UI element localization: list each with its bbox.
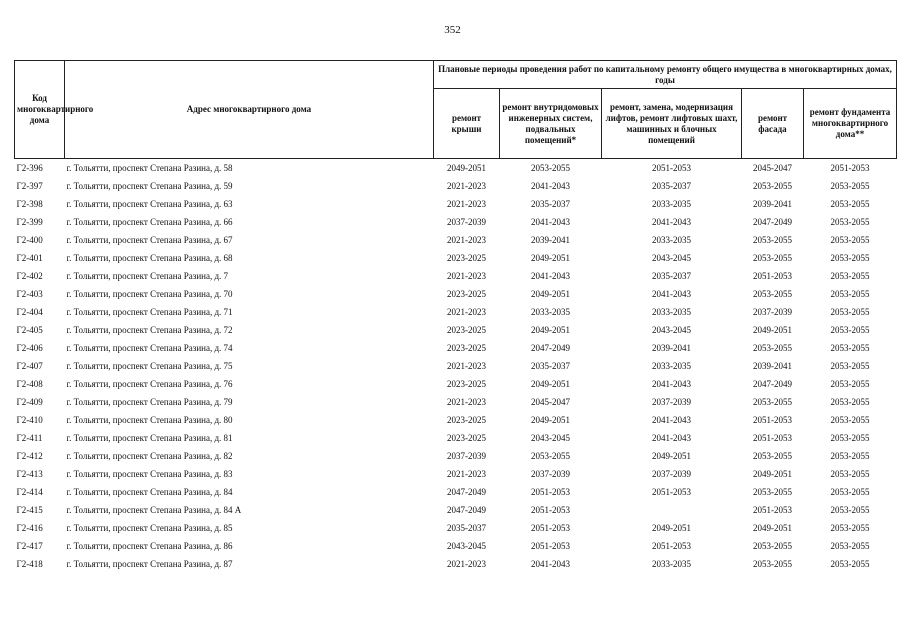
row-facade-period: 2053-2055: [753, 397, 792, 407]
row-lifts-period: 2033-2035: [652, 361, 691, 371]
row-facade-period: 2051-2053: [753, 271, 792, 281]
row-address: г. Тольятти, проспект Степана Разина, д. 70: [66, 289, 233, 299]
row-systems-period: 2041-2043: [531, 271, 570, 281]
row-address: г. Тольятти, проспект Степана Разина, д. 75: [66, 361, 233, 371]
row-code: Г2-412: [16, 451, 43, 461]
row-facade-period: 2053-2055: [753, 181, 792, 191]
row-lifts-period: 2051-2053: [652, 541, 691, 551]
row-systems-period: 2049-2051: [531, 379, 570, 389]
row-systems-period: 2049-2051: [531, 253, 570, 263]
row-lifts-period: 2051-2053: [602, 159, 742, 178]
row-address: г. Тольятти, проспект Степана Разина, д. 74: [66, 343, 233, 353]
table-row: [15, 357, 897, 375]
row-systems-period: 2051-2053: [531, 541, 570, 551]
row-code: Г2-411: [16, 433, 43, 443]
header-periods-group: Плановые периоды проведения работ по капитальному ремонту общего имущества в многоквартирных домах, годы: [434, 61, 897, 89]
row-lifts-period: 2037-2039: [652, 397, 691, 407]
row-code: Г2-416: [16, 523, 43, 533]
row-lifts-period: 2049-2051: [652, 523, 691, 533]
header-roof: ремонт крыши: [434, 89, 500, 159]
table-row: [15, 519, 897, 537]
row-lifts-period: 2041-2043: [652, 379, 691, 389]
row-foundation-period: 2053-2055: [830, 217, 870, 227]
row-roof-period: 2021-2023: [447, 271, 486, 281]
row-code: Г2-397: [16, 181, 43, 191]
row-foundation-period: 2053-2055: [830, 397, 870, 407]
row-systems-period: 2051-2053: [531, 523, 570, 533]
row-facade-period: 2053-2055: [753, 541, 792, 551]
row-systems-period: 2041-2043: [531, 217, 570, 227]
row-code: Г2-410: [16, 415, 43, 425]
row-facade-period: 2047-2049: [753, 379, 792, 389]
row-foundation-period: 2053-2055: [830, 541, 870, 551]
row-code: Г2-403: [16, 289, 43, 299]
row-foundation-period: 2053-2055: [830, 433, 870, 443]
table-row: [15, 249, 897, 267]
row-code: Г2-400: [16, 235, 43, 245]
row-address: г. Тольятти, проспект Степана Разина, д. 7: [66, 271, 229, 281]
row-facade-period: 2047-2049: [753, 217, 792, 227]
row-foundation-period: 2053-2055: [830, 559, 870, 569]
table-body: [15, 159, 897, 574]
table-row: [15, 537, 897, 555]
header-lifts: ремонт, замена, модернизация лифтов, ремонт лифтовых шахт, машинных и блочных помещений: [602, 89, 742, 159]
row-lifts-period: 2035-2037: [652, 181, 691, 191]
row-address: г. Тольятти, проспект Степана Разина, д. 68: [66, 253, 233, 263]
row-facade-period: 2051-2053: [753, 505, 792, 515]
row-systems-period: 2033-2035: [531, 307, 570, 317]
row-systems-period: 2051-2053: [531, 487, 570, 497]
row-address: г. Тольятти, проспект Степана Разина, д. 84: [66, 487, 233, 497]
header-systems: ремонт внутридомовых инженерных систем, подвальных помещений*: [500, 89, 602, 159]
row-systems-period: 2035-2037: [531, 361, 570, 371]
header-address: Адрес многоквартирного дома: [65, 61, 434, 159]
row-address: г. Тольятти, проспект Степана Разина, д. 63: [66, 199, 233, 209]
row-address: г. Тольятти, проспект Степана Разина, д. 83: [66, 469, 233, 479]
row-roof-period: 2047-2049: [447, 505, 486, 515]
row-address: г. Тольятти, проспект Степана Разина, д. 71: [66, 307, 233, 317]
row-lifts-period: 2041-2043: [652, 433, 691, 443]
table-row: [15, 465, 897, 483]
row-foundation-period: 2053-2055: [830, 469, 870, 479]
row-roof-period: 2021-2023: [447, 397, 486, 407]
table-row: [15, 177, 897, 195]
row-facade-period: 2049-2051: [753, 469, 792, 479]
row-foundation-period: 2053-2055: [830, 379, 870, 389]
header-code: Код многоквартирного дома: [15, 61, 65, 159]
row-facade-period: 2049-2051: [753, 523, 792, 533]
row-lifts-period: 2037-2039: [652, 469, 691, 479]
row-code: Г2-402: [16, 271, 43, 281]
row-foundation-period: 2053-2055: [830, 271, 870, 281]
row-roof-period: 2021-2023: [447, 469, 486, 479]
row-systems-period: 2037-2039: [531, 469, 570, 479]
row-address: г. Тольятти, проспект Степана Разина, д. 59: [66, 181, 233, 191]
row-facade-period: 2039-2041: [753, 199, 792, 209]
row-foundation-period: 2053-2055: [830, 307, 870, 317]
row-systems-period: 2041-2043: [531, 559, 570, 569]
row-roof-period: 2021-2023: [447, 181, 486, 191]
row-lifts-period: 2033-2035: [652, 307, 691, 317]
row-code: Г2-417: [16, 541, 43, 551]
table-row: [15, 285, 897, 303]
row-facade-period: 2049-2051: [753, 325, 792, 335]
row-facade-period: 2053-2055: [753, 343, 792, 353]
row-roof-period: 2037-2039: [447, 217, 486, 227]
row-lifts-period: 2051-2053: [652, 487, 691, 497]
row-address: г. Тольятти, проспект Степана Разина, д. 72: [66, 325, 233, 335]
row-code: Г2-409: [16, 397, 43, 407]
row-facade-period: 2039-2041: [753, 361, 792, 371]
row-address: г. Тольятти, проспект Степана Разина, д. 58: [65, 159, 434, 178]
row-lifts-period: 2041-2043: [652, 217, 691, 227]
row-code: Г2-404: [16, 307, 43, 317]
row-roof-period: 2021-2023: [447, 559, 486, 569]
table-row: [15, 231, 897, 249]
row-facade-period: 2053-2055: [753, 559, 792, 569]
row-lifts-period: 2033-2035: [652, 559, 691, 569]
row-systems-period: 2049-2051: [531, 325, 570, 335]
row-foundation-period: 2053-2055: [830, 505, 870, 515]
table-row: [15, 267, 897, 285]
row-systems-period: 2053-2055: [500, 159, 602, 178]
row-roof-period: 2043-2045: [447, 541, 486, 551]
row-facade-period: 2053-2055: [753, 451, 792, 461]
row-code: Г2-406: [16, 343, 43, 353]
row-systems-period: 2047-2049: [531, 343, 570, 353]
row-foundation-period: 2053-2055: [830, 181, 870, 191]
row-roof-period: 2049-2051: [434, 159, 500, 178]
table-row: [15, 501, 897, 519]
row-code: Г2-415: [16, 505, 43, 515]
row-roof-period: 2047-2049: [447, 487, 486, 497]
row-roof-period: 2037-2039: [447, 451, 486, 461]
header-foundation: ремонт фундамента многоквартирного дома**: [804, 89, 897, 159]
row-lifts-period: 2033-2035: [652, 199, 691, 209]
row-code: Г2-408: [16, 379, 43, 389]
row-address: г. Тольятти, проспект Степана Разина, д. 82: [66, 451, 233, 461]
table-row: [15, 375, 897, 393]
row-foundation-period: 2053-2055: [830, 325, 870, 335]
row-address: г. Тольятти, проспект Степана Разина, д. 67: [66, 235, 233, 245]
row-foundation-period: 2051-2053: [804, 159, 897, 178]
row-systems-period: 2039-2041: [531, 235, 570, 245]
row-code: Г2-413: [16, 469, 43, 479]
row-roof-period: 2023-2025: [447, 433, 486, 443]
row-facade-period: 2051-2053: [753, 433, 792, 443]
row-roof-period: 2021-2023: [447, 199, 486, 209]
table-row: [15, 195, 897, 213]
row-code: Г2-407: [16, 361, 43, 371]
row-lifts-period: 2041-2043: [652, 289, 691, 299]
row-lifts-period: 2049-2051: [652, 451, 691, 461]
table-row: [15, 447, 897, 465]
row-address: г. Тольятти, проспект Степана Разина, д. 84 А: [66, 505, 242, 515]
row-roof-period: 2023-2025: [447, 253, 486, 263]
table-row: [15, 483, 897, 501]
row-systems-period: 2035-2037: [531, 199, 570, 209]
table-row: [15, 159, 897, 178]
row-foundation-period: 2053-2055: [830, 415, 870, 425]
row-code: Г2-398: [16, 199, 43, 209]
row-code: Г2-399: [16, 217, 43, 227]
row-systems-period: 2043-2045: [531, 433, 570, 443]
row-address: г. Тольятти, проспект Степана Разина, д. 86: [66, 541, 233, 551]
row-address: г. Тольятти, проспект Степана Разина, д. 87: [66, 559, 233, 569]
row-code: Г2-418: [16, 559, 43, 569]
row-foundation-period: 2053-2055: [830, 343, 870, 353]
row-foundation-period: 2053-2055: [830, 361, 870, 371]
row-roof-period: 2023-2025: [447, 379, 486, 389]
row-roof-period: 2035-2037: [447, 523, 486, 533]
row-facade-period: 2053-2055: [753, 253, 792, 263]
row-lifts-period: 2043-2045: [652, 325, 691, 335]
row-code: Г2-405: [16, 325, 43, 335]
row-foundation-period: 2053-2055: [830, 487, 870, 497]
row-foundation-period: 2053-2055: [830, 451, 870, 461]
repair-schedule-table: [14, 60, 897, 573]
row-roof-period: 2023-2025: [447, 415, 486, 425]
row-systems-period: 2049-2051: [531, 289, 570, 299]
row-foundation-period: 2053-2055: [830, 199, 870, 209]
table-row: [15, 429, 897, 447]
row-facade-period: 2037-2039: [753, 307, 792, 317]
row-systems-period: 2049-2051: [531, 415, 570, 425]
table-row: [15, 339, 897, 357]
row-lifts-period: 2035-2037: [652, 271, 691, 281]
row-systems-period: 2051-2053: [531, 505, 570, 515]
header-facade: ремонт фасада: [742, 89, 804, 159]
row-foundation-period: 2053-2055: [830, 523, 870, 533]
row-roof-period: 2023-2025: [447, 325, 486, 335]
row-facade-period: 2053-2055: [753, 235, 792, 245]
table-row: [15, 555, 897, 573]
page-number: 352: [444, 24, 461, 36]
row-roof-period: 2023-2025: [447, 343, 486, 353]
row-lifts-period: 2041-2043: [652, 415, 691, 425]
row-foundation-period: 2053-2055: [830, 289, 870, 299]
row-systems-period: 2045-2047: [531, 397, 570, 407]
table-row: [15, 213, 897, 231]
table-row: [15, 321, 897, 339]
row-facade-period: 2045-2047: [742, 159, 804, 178]
row-address: г. Тольятти, проспект Степана Разина, д. 81: [66, 433, 233, 443]
row-code: Г2-414: [16, 487, 43, 497]
row-roof-period: 2021-2023: [447, 361, 486, 371]
row-address: г. Тольятти, проспект Степана Разина, д. 66: [66, 217, 233, 227]
row-foundation-period: 2053-2055: [830, 253, 870, 263]
row-code: Г2-396: [15, 159, 65, 178]
row-address: г. Тольятти, проспект Степана Разина, д. 85: [66, 523, 233, 533]
row-foundation-period: 2053-2055: [830, 235, 870, 245]
row-code: Г2-401: [16, 253, 43, 263]
row-systems-period: 2041-2043: [531, 181, 570, 191]
row-roof-period: 2021-2023: [447, 235, 486, 245]
row-lifts-period: 2033-2035: [652, 235, 691, 245]
row-address: г. Тольятти, проспект Степана Разина, д. 79: [66, 397, 233, 407]
row-roof-period: 2023-2025: [447, 289, 486, 299]
row-systems-period: 2053-2055: [531, 451, 570, 461]
row-address: г. Тольятти, проспект Степана Разина, д. 80: [66, 415, 233, 425]
table-row: [15, 393, 897, 411]
row-address: г. Тольятти, проспект Степана Разина, д. 76: [66, 379, 233, 389]
row-facade-period: 2053-2055: [753, 289, 792, 299]
row-lifts-period: 2043-2045: [652, 253, 691, 263]
row-roof-period: 2021-2023: [447, 307, 486, 317]
table-row: [15, 411, 897, 429]
table-row: [15, 303, 897, 321]
row-lifts-period: 2039-2041: [652, 343, 691, 353]
row-facade-period: 2051-2053: [753, 415, 792, 425]
row-lifts-period: [602, 501, 742, 519]
row-facade-period: 2053-2055: [753, 487, 792, 497]
